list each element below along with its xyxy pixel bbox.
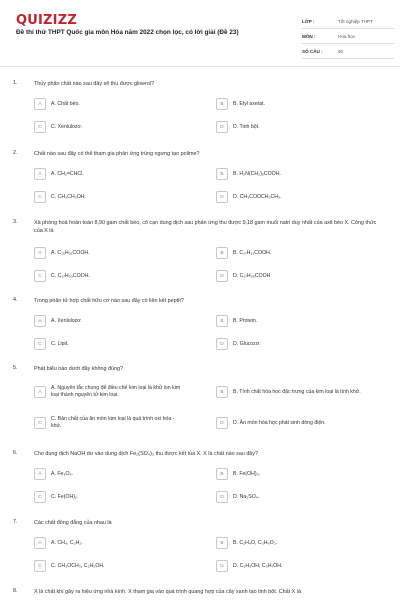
option-key-box: C xyxy=(34,417,46,429)
option-a[interactable] xyxy=(34,96,184,112)
option-key-box: A xyxy=(34,468,46,480)
option-d[interactable] xyxy=(216,558,388,574)
quizizz-logo: QUIZIZZ xyxy=(16,13,77,28)
option-key-box: D xyxy=(216,560,228,572)
option-b[interactable] xyxy=(216,96,388,112)
option-d[interactable] xyxy=(216,336,388,352)
option-key-box: D xyxy=(216,270,228,282)
option-text: A. Nguyên tắc chung để điều chế kim loại là khử ion kim loại thành nguyên tử kim loại. xyxy=(51,385,181,398)
option-text: B. Etyl axetat. xyxy=(233,100,266,107)
document-header xyxy=(0,0,400,68)
option-text: C. CH₃CH₂OH. xyxy=(51,193,86,200)
option-a[interactable] xyxy=(34,166,184,182)
option-c[interactable] xyxy=(34,189,184,205)
option-a[interactable] xyxy=(34,245,184,261)
option-c[interactable] xyxy=(34,119,184,135)
option-text: C. Lipit. xyxy=(51,340,69,347)
option-b[interactable] xyxy=(216,384,388,400)
option-a[interactable] xyxy=(34,384,184,400)
option-text: B. Tính chất hóa học đặc trưng của kim loại là tính khử. xyxy=(233,388,361,395)
option-key-box: C xyxy=(34,338,46,350)
option-key-box: C xyxy=(34,491,46,503)
option-text: C. C₁₇H₃₃COOH. xyxy=(51,272,90,279)
option-key-box: B xyxy=(216,386,228,398)
option-d[interactable] xyxy=(216,268,388,284)
option-c[interactable] xyxy=(34,336,184,352)
option-text: B. C₂H₄O, C₃H₆O₂. xyxy=(233,539,278,546)
option-text: B. Protein. xyxy=(233,317,258,324)
option-key-box: A xyxy=(34,315,46,327)
option-d[interactable] xyxy=(216,189,388,205)
option-key-box: B xyxy=(216,468,228,480)
option-key-box: A xyxy=(34,386,46,398)
option-b[interactable] xyxy=(216,313,388,329)
document-title: Đề thi thử THPT Quốc gia môn Hóa năm 2022 chọn lọc, có lời giải (Đề 23) xyxy=(16,29,239,36)
meta-value: 40 xyxy=(338,48,344,54)
question-number: 7. xyxy=(13,519,18,525)
question-text: Trong phân tử hợp chất hữu cơ nào sau đây có liên kết peptit? xyxy=(34,298,184,304)
option-text: B. H₂N(CH₂)₅COOH. xyxy=(233,170,281,177)
option-c[interactable] xyxy=(34,268,184,284)
header-divider xyxy=(0,66,400,67)
question-text: Xà phòng hoá hoàn toàn 8,90 gam chất béo, cô cạn dung dịch sau phản ứng thu được 9,18 gam muối natri duy nhất của axit béo X. Công thức của X là xyxy=(34,220,377,235)
question-text: Các chất đồng đẳng của nhau là xyxy=(34,520,112,526)
question-text: Thủy phân chất nào sau đây sẽ thu được glixerol? xyxy=(34,81,155,87)
meta-row-subject xyxy=(302,29,394,44)
option-text: D. Na₂SO₄. xyxy=(233,493,260,500)
option-key-box: D xyxy=(216,121,228,133)
option-text: C. Xenlulozơ. xyxy=(51,123,83,130)
option-text: D. C₂H₅OH, C₃H₇OH. xyxy=(233,562,283,569)
option-key-box: A xyxy=(34,98,46,110)
option-d[interactable] xyxy=(216,415,388,431)
option-text: A. Xenlulozơ. xyxy=(51,317,83,324)
question-number: 4. xyxy=(13,297,18,303)
option-text: B. Fe(OH)₃. xyxy=(233,470,261,477)
option-key-box: A xyxy=(34,537,46,549)
option-text: A. Fe₃O₄. xyxy=(51,470,74,477)
option-key-box: B xyxy=(216,537,228,549)
option-key-box: B xyxy=(216,315,228,327)
option-d[interactable] xyxy=(216,119,388,135)
option-key-box: A xyxy=(34,168,46,180)
option-a[interactable] xyxy=(34,466,184,482)
option-key-box: B xyxy=(216,168,228,180)
option-text: C. Fe(OH)₂. xyxy=(51,493,79,500)
option-text: A. C₁₅H₃₁COOH. xyxy=(51,249,90,256)
option-text: D. Glucozơ. xyxy=(233,340,261,347)
option-text: C. CH₃OCH₃, C₂H₅OH. xyxy=(51,562,105,569)
option-key-box: B xyxy=(216,98,228,110)
question-number: 5. xyxy=(13,365,18,371)
option-key-box: D xyxy=(216,491,228,503)
option-key-box: D xyxy=(216,417,228,429)
option-text: A. CH₂=CHCl. xyxy=(51,170,84,177)
question-text: Phát biểu nào dưới đây không đúng? xyxy=(34,366,123,372)
option-b[interactable] xyxy=(216,466,388,482)
meta-label: LỚP : xyxy=(302,18,315,24)
option-key-box: B xyxy=(216,247,228,259)
question-number: 3. xyxy=(13,219,18,225)
option-key-box: C xyxy=(34,270,46,282)
meta-label: MÔN : xyxy=(302,33,316,39)
question-text: Cho dung dịch NaOH dư vào dung dịch Fe₂(SO₄)₃ thu được kết tủa X. X là chất nào sau đây? xyxy=(34,451,259,457)
option-b[interactable] xyxy=(216,245,388,261)
question-number: 8. xyxy=(13,588,18,594)
question-text: Chất nào sau đây có thể tham gia phản ứng trùng ngưng tạo polime? xyxy=(34,151,200,157)
option-text: A. CH₄, C₂H₂. xyxy=(51,539,83,546)
option-c[interactable] xyxy=(34,558,184,574)
question-number: 6. xyxy=(13,450,18,456)
option-text: D. Tinh bột. xyxy=(233,123,260,130)
option-text: B. C₁₇H₃₁COOH. xyxy=(233,249,272,256)
option-key-box: C xyxy=(34,121,46,133)
option-text: C. Bản chất của ăn mòn kim loại là quá trình oxi hóa - khử. xyxy=(51,416,175,429)
option-text: A. Chất béo. xyxy=(51,100,80,107)
option-text: D. C₁₇H₃₅COOH xyxy=(233,272,271,279)
option-c[interactable] xyxy=(34,415,184,431)
option-c[interactable] xyxy=(34,489,184,505)
option-a[interactable] xyxy=(34,313,184,329)
option-key-box: C xyxy=(34,560,46,572)
option-key-box: D xyxy=(216,191,228,203)
option-key-box: D xyxy=(216,338,228,350)
meta-label: SỐ CÂU : xyxy=(302,48,323,54)
meta-value: Hóa học xyxy=(338,33,356,39)
question-number: 2. xyxy=(13,150,18,156)
option-key-box: C xyxy=(34,191,46,203)
meta-value: Tốt nghiệp THPT xyxy=(338,18,373,24)
option-b[interactable] xyxy=(216,535,388,551)
option-text: D. Ăn mòn hóa học phát sinh dòng điện. xyxy=(233,419,326,426)
option-key-box: A xyxy=(34,247,46,259)
question-number: 1. xyxy=(13,80,18,86)
meta-row-question-count xyxy=(302,44,394,59)
option-d[interactable] xyxy=(216,489,388,505)
option-text: D. CH₃COOCH₂CH₃. xyxy=(233,193,282,200)
meta-row-class xyxy=(302,14,394,29)
option-b[interactable] xyxy=(216,166,388,182)
document-meta xyxy=(302,14,394,59)
option-a[interactable] xyxy=(34,535,184,551)
question-text: X là chất khí gây ra hiệu ứng nhà kính. X tham gia vào quá trình quang hợp của cây xanh tạo tinh bột. Chất X là xyxy=(34,589,301,595)
